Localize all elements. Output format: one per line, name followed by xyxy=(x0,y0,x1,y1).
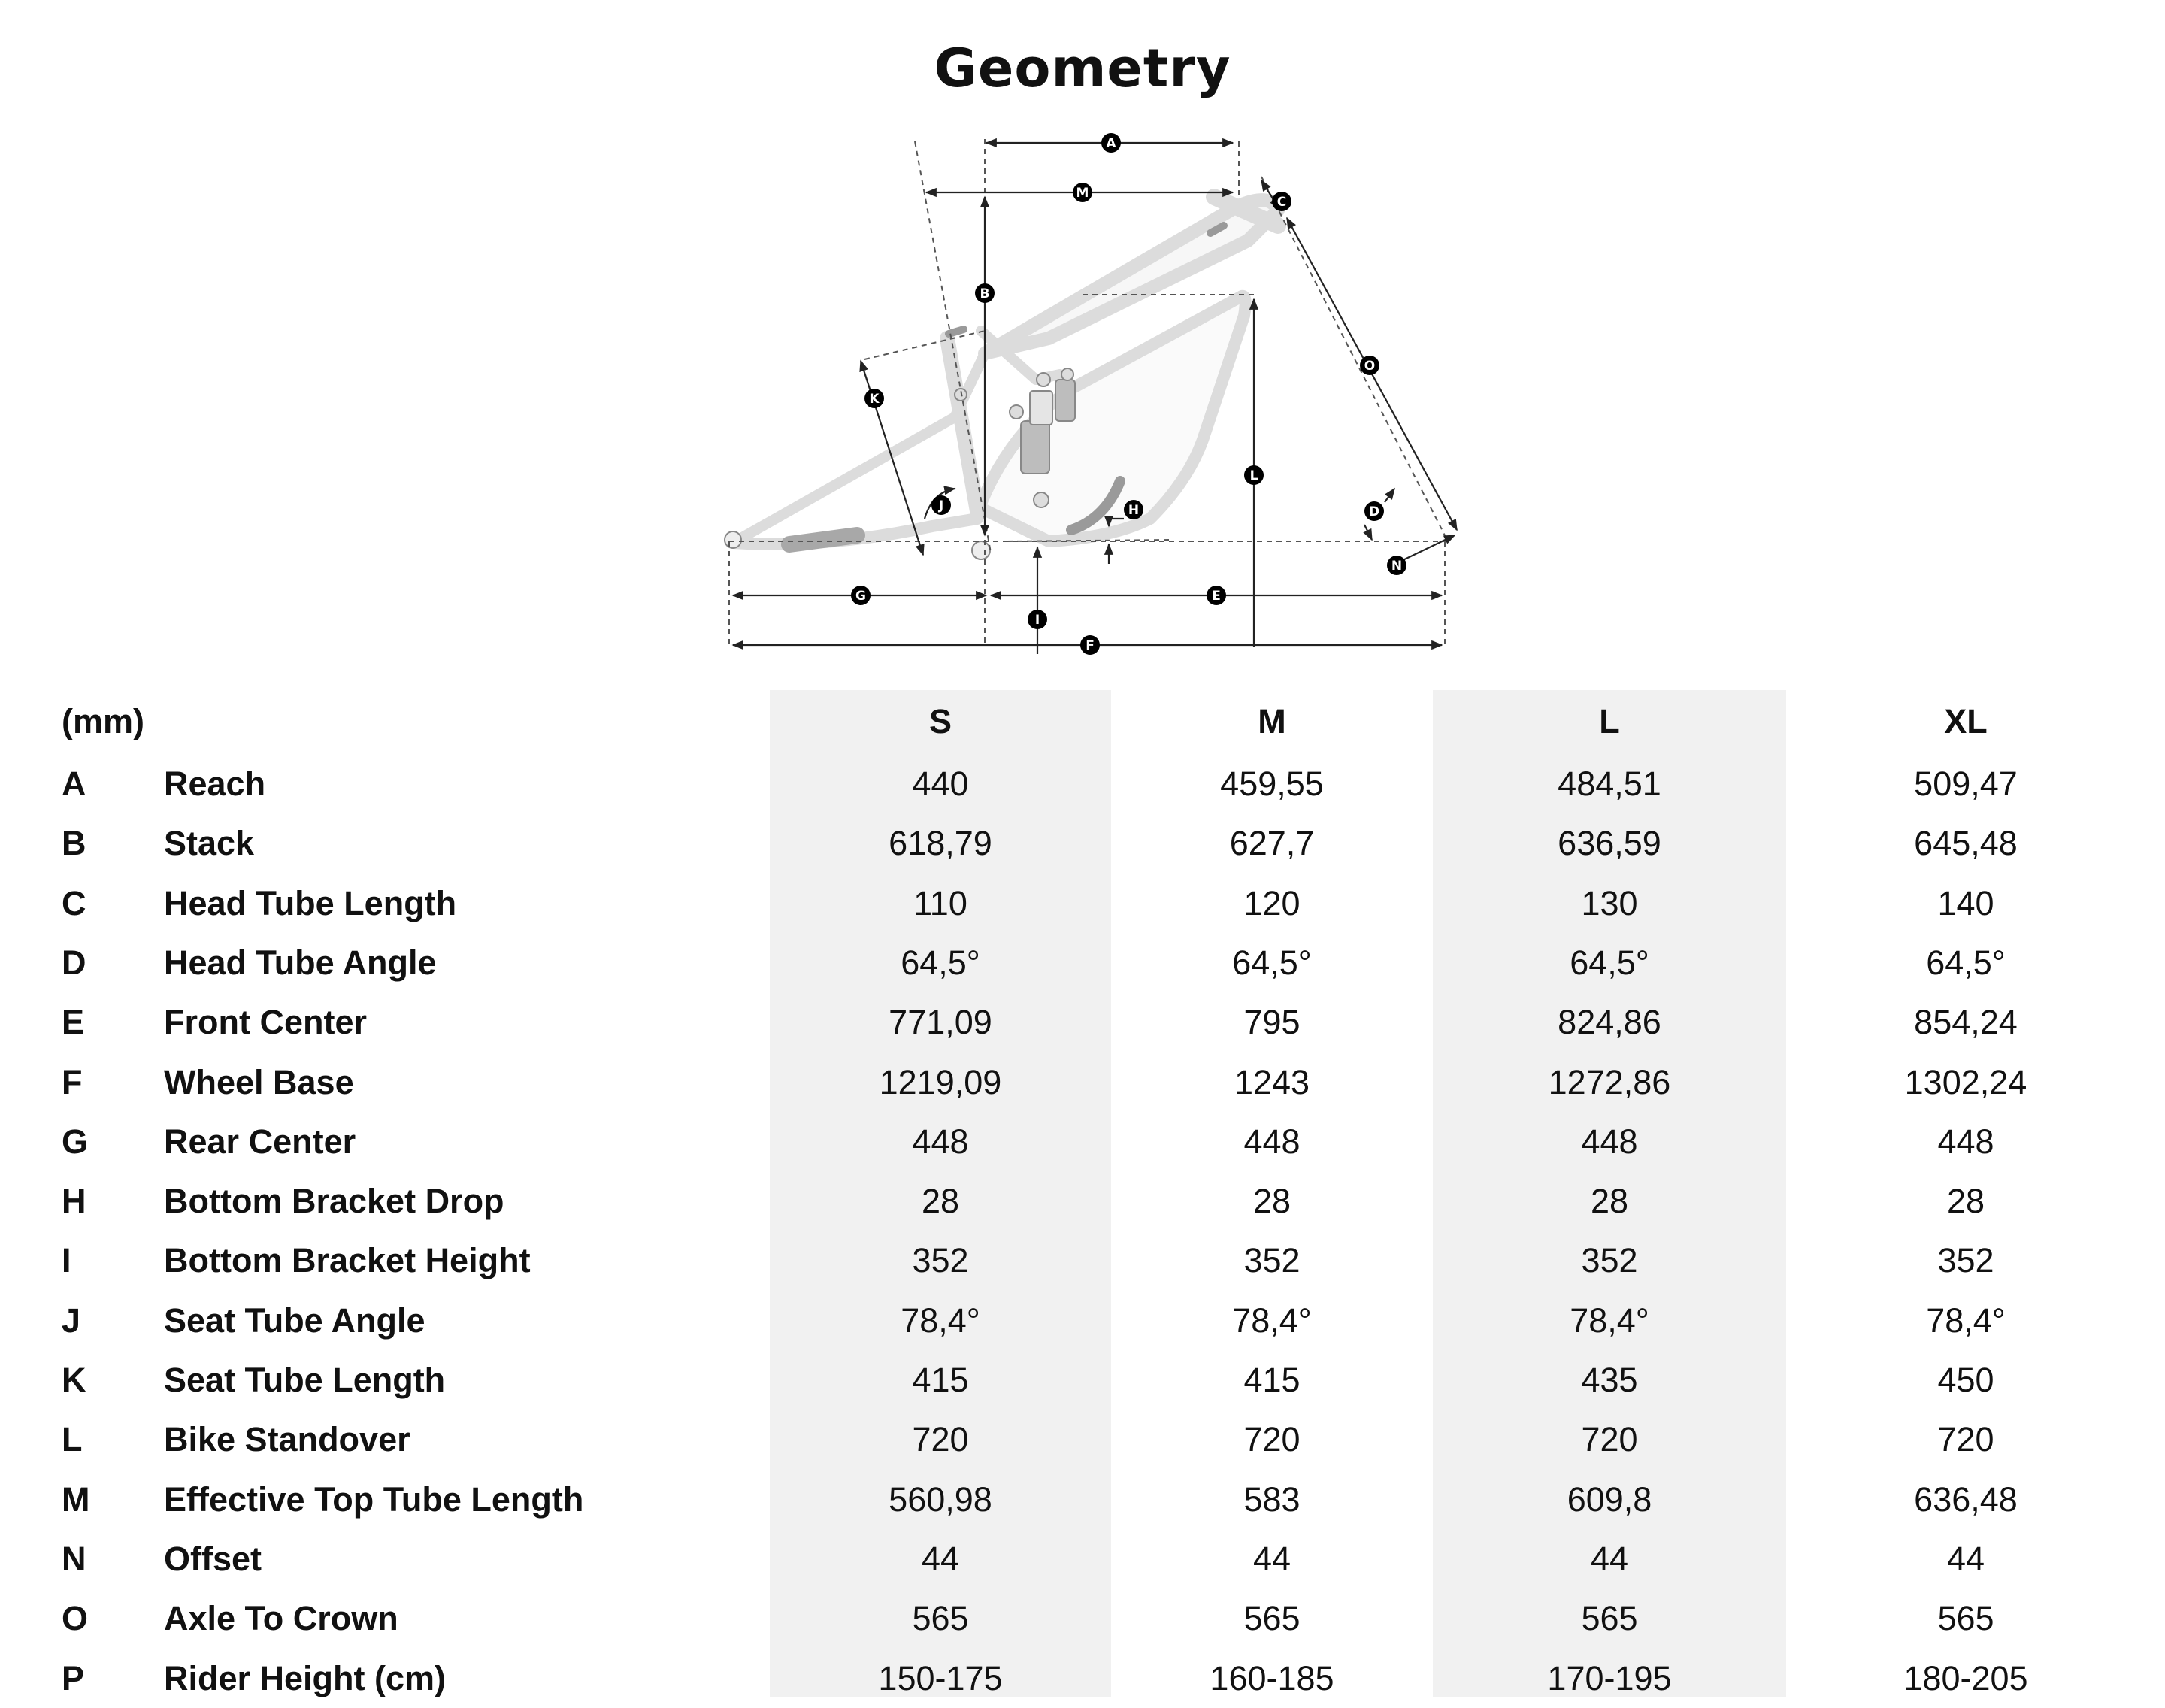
row-letter: B xyxy=(62,824,86,863)
row-label: Effective Top Tube Length xyxy=(164,1479,584,1519)
row-value: 636,48 xyxy=(1914,1479,2018,1519)
unit-label: (mm) xyxy=(62,702,144,740)
row-value: 180-205 xyxy=(1903,1658,2028,1697)
row-value: 565 xyxy=(912,1599,969,1638)
marker-label: E xyxy=(1212,589,1221,604)
marker-C xyxy=(1272,192,1291,211)
marker-label: I xyxy=(1034,613,1040,628)
row-letter: J xyxy=(62,1301,81,1340)
row-value: 854,24 xyxy=(1914,1003,2018,1042)
row-value: 450 xyxy=(1937,1361,1994,1399)
row-value: 352 xyxy=(1243,1241,1301,1280)
row-label: Axle To Crown xyxy=(164,1599,398,1638)
row-label: Bike Standover xyxy=(164,1420,410,1459)
row-value: 78,4° xyxy=(901,1301,980,1340)
marker-label: F xyxy=(1086,638,1095,653)
row-value: 28 xyxy=(921,1182,960,1221)
marker-label: B xyxy=(980,286,990,301)
table-row xyxy=(0,813,2165,873)
marker-label: K xyxy=(869,392,880,407)
page-title: Geometry xyxy=(934,38,1231,99)
table-row xyxy=(0,1529,2165,1588)
table-row xyxy=(0,992,2165,1052)
row-label: Rider Height (cm) xyxy=(164,1658,447,1697)
row-label: Stack xyxy=(164,824,255,863)
table-row xyxy=(0,1649,2165,1708)
marker-M xyxy=(1073,183,1092,202)
marker-label: J xyxy=(938,498,944,513)
size-header: L xyxy=(1599,702,1620,740)
table-row xyxy=(0,1291,2165,1350)
row-value: 140 xyxy=(1937,883,1994,922)
row-value: 645,48 xyxy=(1914,824,2018,863)
row-label: Head Tube Angle xyxy=(164,943,437,982)
row-value: 352 xyxy=(912,1241,969,1280)
row-letter: D xyxy=(62,943,86,982)
marker-label: N xyxy=(1391,559,1403,574)
marker-label: A xyxy=(1106,136,1116,151)
table-row xyxy=(0,1470,2165,1529)
row-value: 565 xyxy=(1243,1599,1301,1638)
marker-D xyxy=(1364,501,1384,521)
row-value: 448 xyxy=(1243,1122,1301,1161)
row-value: 1272,86 xyxy=(1548,1062,1671,1101)
marker-label: O xyxy=(1364,359,1376,374)
row-value: 565 xyxy=(1581,1599,1638,1638)
table-row xyxy=(0,1112,2165,1171)
row-value: 720 xyxy=(1581,1420,1638,1459)
marker-label: D xyxy=(1368,504,1380,519)
row-value: 1243 xyxy=(1234,1062,1310,1101)
row-value: 130 xyxy=(1581,883,1638,922)
table-row xyxy=(0,1231,2165,1290)
row-value: 44 xyxy=(1252,1539,1291,1578)
marker-label: G xyxy=(855,589,866,604)
row-letter: F xyxy=(62,1062,83,1101)
marker-H xyxy=(1124,500,1143,519)
row-value: 110 xyxy=(913,883,967,922)
marker-F xyxy=(1080,635,1100,655)
row-label: Offset xyxy=(164,1539,262,1578)
row-letter: C xyxy=(62,883,86,922)
row-value: 415 xyxy=(912,1361,969,1399)
row-value: 1219,09 xyxy=(879,1062,1002,1101)
row-value: 459,55 xyxy=(1220,765,1324,803)
row-value: 44 xyxy=(921,1539,960,1578)
row-value: 720 xyxy=(1243,1420,1301,1459)
table-row xyxy=(0,754,2165,813)
row-value: 28 xyxy=(1252,1182,1291,1221)
marker-label: L xyxy=(1249,468,1258,483)
row-value: 771,09 xyxy=(889,1003,992,1042)
row-value: 78,4° xyxy=(1570,1301,1649,1340)
marker-E xyxy=(1207,586,1226,605)
row-value: 435 xyxy=(1581,1361,1638,1399)
marker-A xyxy=(1101,133,1121,153)
bike-frame xyxy=(733,197,1278,544)
row-label: Head Tube Length xyxy=(164,883,457,922)
row-label: Wheel Base xyxy=(164,1062,354,1101)
row-label: Bottom Bracket Drop xyxy=(164,1182,504,1221)
row-value: 560,98 xyxy=(889,1479,992,1519)
table-row xyxy=(0,1171,2165,1231)
row-label: Bottom Bracket Height xyxy=(164,1241,531,1280)
size-header: M xyxy=(1258,702,1286,740)
row-value: 448 xyxy=(912,1122,969,1161)
row-label: Reach xyxy=(164,765,266,803)
row-value: 618,79 xyxy=(889,824,992,863)
row-letter: L xyxy=(62,1420,83,1459)
table-row xyxy=(0,1350,2165,1410)
marker-O xyxy=(1360,356,1379,375)
marker-label: H xyxy=(1128,503,1140,518)
row-value: 415 xyxy=(1243,1361,1301,1399)
row-label: Rear Center xyxy=(164,1122,356,1161)
row-value: 78,4° xyxy=(1232,1301,1312,1340)
row-value: 78,4° xyxy=(1926,1301,2006,1340)
row-value: 44 xyxy=(1590,1539,1629,1578)
row-value: 170-195 xyxy=(1547,1658,1672,1697)
row-value: 795 xyxy=(1243,1003,1301,1042)
marker-I xyxy=(1028,610,1047,629)
row-value: 64,5° xyxy=(1926,943,2006,982)
row-label: Seat Tube Length xyxy=(164,1361,446,1399)
row-value: 509,47 xyxy=(1914,765,2018,803)
row-value: 609,8 xyxy=(1567,1479,1652,1519)
row-value: 352 xyxy=(1581,1241,1638,1280)
marker-B xyxy=(975,283,995,303)
row-value: 150-175 xyxy=(878,1658,1003,1697)
marker-L xyxy=(1244,465,1264,485)
row-value: 824,86 xyxy=(1558,1003,1661,1042)
table-row xyxy=(0,874,2165,933)
marker-label: M xyxy=(1076,186,1089,201)
row-value: 636,59 xyxy=(1558,824,1661,863)
size-header: S xyxy=(928,702,952,740)
row-letter: K xyxy=(62,1361,86,1399)
marker-J xyxy=(931,495,951,515)
row-value: 352 xyxy=(1937,1241,1994,1280)
marker-K xyxy=(864,389,884,408)
row-value: 64,5° xyxy=(901,943,980,982)
row-letter: M xyxy=(62,1479,90,1519)
table-row xyxy=(0,933,2165,992)
row-letter: H xyxy=(62,1182,86,1221)
row-letter: E xyxy=(62,1003,85,1042)
row-letter: I xyxy=(62,1241,71,1280)
size-header: XL xyxy=(1944,702,1988,740)
row-label: Seat Tube Angle xyxy=(164,1301,425,1340)
row-letter: O xyxy=(62,1599,89,1638)
row-value: 565 xyxy=(1937,1599,1994,1638)
row-value: 64,5° xyxy=(1570,943,1649,982)
row-value: 44 xyxy=(1946,1539,1985,1578)
marker-N xyxy=(1387,556,1406,575)
row-value: 448 xyxy=(1581,1122,1638,1161)
row-value: 120 xyxy=(1243,883,1301,922)
marker-G xyxy=(851,586,871,605)
row-value: 440 xyxy=(912,765,969,803)
row-value: 484,51 xyxy=(1558,765,1661,803)
table-row xyxy=(0,1588,2165,1648)
table-row xyxy=(0,1052,2165,1112)
row-value: 28 xyxy=(1946,1182,1985,1221)
row-letter: P xyxy=(62,1658,85,1697)
row-value: 720 xyxy=(1937,1420,1994,1459)
geometry-diagram xyxy=(0,0,2165,677)
row-value: 1302,24 xyxy=(1904,1062,2027,1101)
row-value: 64,5° xyxy=(1232,943,1312,982)
row-value: 28 xyxy=(1590,1182,1629,1221)
marker-label: C xyxy=(1276,195,1287,210)
row-value: 627,7 xyxy=(1229,824,1315,863)
row-value: 720 xyxy=(912,1420,969,1459)
table-row xyxy=(0,1410,2165,1469)
row-letter: N xyxy=(62,1539,86,1578)
row-value: 160-185 xyxy=(1210,1658,1334,1697)
row-value: 583 xyxy=(1243,1479,1301,1519)
row-letter: G xyxy=(62,1122,89,1161)
row-letter: A xyxy=(62,765,86,803)
row-value: 448 xyxy=(1937,1122,1994,1161)
row-label: Front Center xyxy=(164,1003,367,1042)
table-header-row xyxy=(0,692,2165,751)
